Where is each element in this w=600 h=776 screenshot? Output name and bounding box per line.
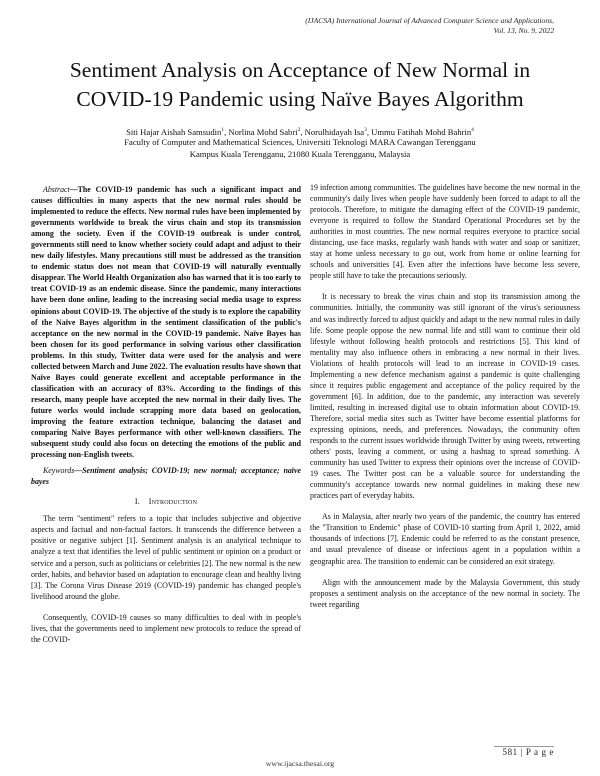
- author-name: Ummu Fatihah Mohd Bahrin: [371, 126, 472, 137]
- journal-name: (IJACSA) International Journal of Advanced Computer Science and Applications,: [305, 16, 554, 25]
- author-name: Siti Hajar Aishah Samsudin: [126, 126, 222, 137]
- title-line-2: COVID-19 Pandemic using Naïve Bayes Algorithm: [76, 87, 524, 111]
- journal-volume: Vol. 13, No. 9, 2022: [493, 26, 554, 35]
- section-heading-introduction: [31, 496, 301, 507]
- journal-header: [134, 16, 554, 36]
- author-affiliation-mark: 2: [297, 127, 301, 133]
- paragraph: It is necessary to break the virus chain and stop its transmission among the communities. Initially, the community was still ignorant of the virus's seriousness and was indirectly forced to adjust quickly and adapt to the new normal rules in daily life. Some people oppose the new normal life and still want to continue their old lifestyle without following health protocols and restrictions [5]. This kind of mentality may also influence others in embracing a new normal in their lives. Violations of health protocols will lead to an increase in COVID-19 cases. Implementing a new defence mechanism against a pandemic is quite challenging since it requires public engagement and acceptance of the policy required by the government [6]. In addition, due to the pandemic, any interaction was severely limited, resulting in increased digital use to obtain information about COVID-19. Therefore, social media sites such as Twitter have become essential platforms for expressing opinions, needs, and preferences. Nowadays, the community often responds to the current issues worldwide through Twitter by using tweets, retweeting others' posts, leaving a comment, or using a hashtag to spread something. A community has used Twitter to express their opinions over the increase of COVID-19 cases. The Twitter post can be a valuable source for understanding the community's acceptance towards new normal guidelines in making these new practices part of everyday habits.: [310, 292, 580, 501]
- abstract-label: Abstract: [43, 185, 70, 194]
- paragraph: Consequently, COVID-19 causes so many difficulties to deal with in people's lives, that the governments need to implement new protocols to reduce the spread of the COVID-: [31, 612, 301, 644]
- author-affiliation-mark: 1: [221, 127, 225, 133]
- paragraph: 19 infection among communities. The guidelines have become the new normal in the community's daily lives when people have suddenly been forced to adapt to all the protocols. Therefore, to mitigate the damaging effect of the COVID-19 pandemic, everyone is required to follow the Standard Operational Procedures set by the authorities in most countries. The new normal requires everyone to practice social distancing, use face masks, regularly wash hands with water and soap or sanitizer, stay at home unless necessary to go out, work from home or online learning for schools and universities [4]. Even after the infections have become less severe, people still have to take the precautions seriously.: [310, 183, 580, 281]
- paper-title: [30, 56, 570, 114]
- paragraph: As in Malaysia, after nearly two years of the pandemic, the country has entered the "Transition to Endemic" phase of COVID-10 starting from April 1, 2022, amid thousands of infections [7]. Endemic could be referred to as the constant presence, and usual prevalence of disease or infectious agent in a population within a geographic area. The transition to endemic can be considered an exit strategy.: [310, 512, 580, 566]
- keywords: [31, 465, 301, 487]
- affiliation-line-1: Faculty of Computer and Mathematical Sciences, Universiti Teknologi MARA Cawangan Terengganu: [124, 137, 476, 147]
- author-list: Siti Hajar Aishah Samsudin$^1$, Norlina Mohd Sabri$^2$, Norulhidayah Isa$^3$, Ummu Fatihah Mohd Bahrin$^4$: [126, 126, 474, 137]
- author-affiliation-mark: 4: [471, 127, 474, 133]
- affiliation: [30, 137, 570, 160]
- title-line-1: Sentiment Analysis on Acceptance of New Normal in: [69, 58, 531, 82]
- paragraph: The term "sentiment" refers to a topic that includes subjective and objective aspects and factual and non-factual factors. It transcends the difference between a positive or negative subject [1]. Sentiment analysis is an analytical technique to analyze a text that identifies the level of public sentiment or opinion on a product or service and a person, such as politicians or celebrities [2]. The new normal is the new order, habits, and behavior based on adaptation to encourage clean and healthy living [3]. The Corona Virus Disease 2019 (COVID-19) pandemic has changed people's livelihood around the globe.: [31, 514, 301, 601]
- footer-url: www.ijacsa.thesai.org: [265, 759, 335, 768]
- page-number: 581 | P a g e: [502, 747, 554, 757]
- author-name: Norlina Mohd Sabri: [228, 126, 298, 137]
- section-number: I.: [134, 497, 140, 507]
- right-column: [310, 182, 580, 610]
- keywords-text: —Sentiment analysis; COVID-19; new normal; acceptance; naïve bayes: [31, 466, 301, 487]
- section-title: Introduction: [148, 497, 198, 507]
- author-affiliation-mark: 3: [364, 127, 367, 133]
- abstract: [31, 184, 301, 460]
- abstract-text: —The COVID-19 pandemic has such a significant impact and causes difficulties in many aspects that the new normal rules should be implemented to reduce the effects. New normal rules have been implemented by governments worldwide to break the virus chain and stop its transmission among the society. Even if the COVID-19 outbreak is under control, governments still need to know whether society could adapt and adjust to their new daily lifestyles. Many precautions still must be addressed as the transition to endemic status does not mean that COVID-19 will naturally eventually disappear. The World Health Organization also has warned that it is too early to treat COVID-19 as an endemic disease. Since the pandemic, many interactions have been done online, leading to the increasing social media usage to express opinions about COVID-19. The objective of the study is to explore the capability of the Naïve Bayes algorithm in the sentiment classification of the public's acceptance on the new normal in the COVID-19 pandemic. Naïve Bayes has been chosen for its good performance in solving various other classification problems. In this study, Twitter data were used for the analysis and were collected between March and June 2022. The evaluation results have shown that Naïve Bayes could generate excellent and acceptable performance in the classification with an accuracy of 83%. According to the findings of this research, many people have accepted the new normal in their daily lives. The future works would include scrapping more data based on geolocation, improving the feature extraction technique, balancing the dataset and comparing Naïve Bayes performance with other well-known classifiers. The subsequent study could also focus on detecting the emotions of the public and processing non-English tweets.: [31, 185, 301, 460]
- affiliation-line-2: Kampus Kuala Terengganu, 21080 Kuala Terengganu, Malaysia: [189, 148, 411, 159]
- left-column: [31, 184, 301, 645]
- author-name: Norulhidayah Isa: [304, 126, 365, 137]
- keywords-label: Keywords: [43, 466, 75, 476]
- paragraph: Align with the announcement made by the Malaysia Government, this study proposes a sentiment analysis on the acceptance of the new normal in society. The tweet regarding: [310, 577, 580, 609]
